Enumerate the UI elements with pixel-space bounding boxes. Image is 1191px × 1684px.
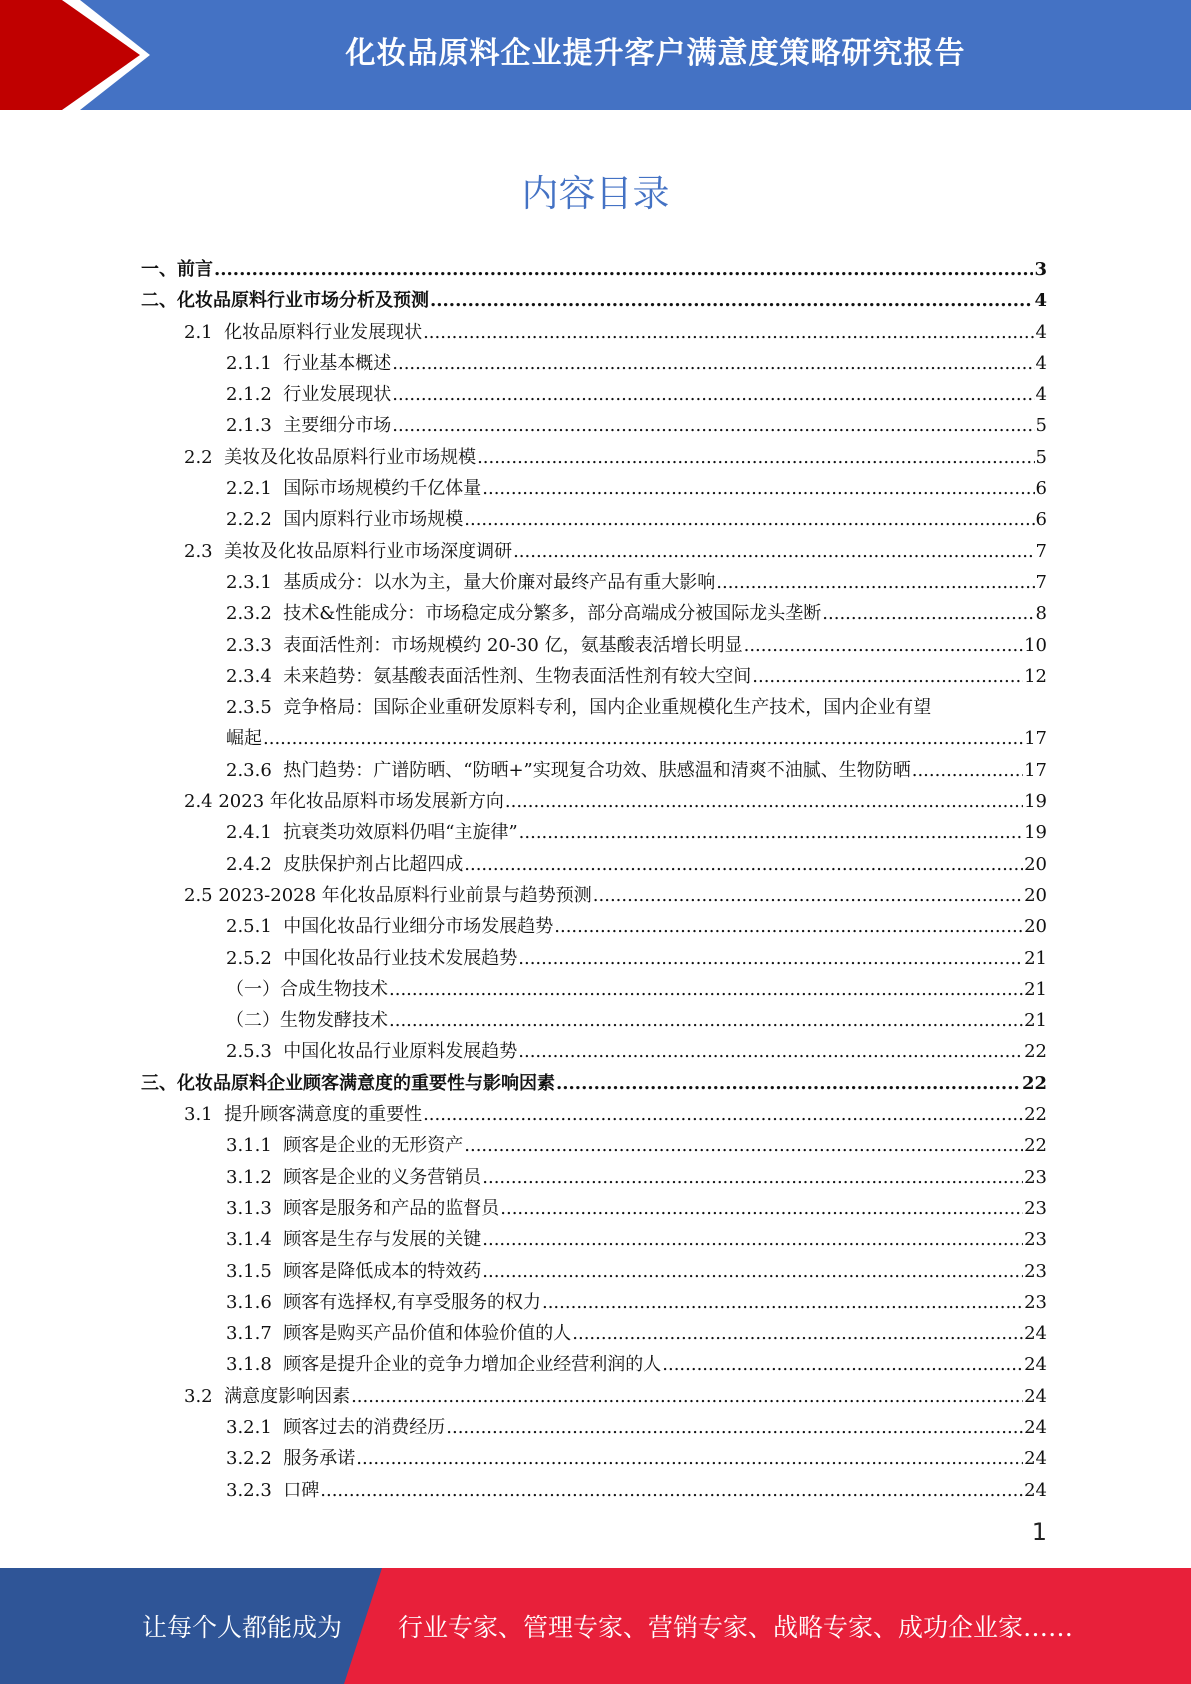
toc-entry-number: 2.2 [184, 446, 225, 468]
toc-entry-label: 皮肤保护剂占比超四成 [283, 853, 464, 875]
toc-entry[interactable] [141, 1130, 1047, 1161]
toc-entry[interactable] [141, 473, 1047, 504]
toc-entry-page: 4 [1035, 321, 1047, 343]
toc-dot-leader [572, 1318, 1023, 1349]
toc-entry-number: 3.1.5 [226, 1260, 284, 1282]
toc-entry-page: 24 [1024, 1354, 1047, 1376]
toc-dot-leader [477, 442, 1034, 473]
toc-entry-label: 行业发展现状 [283, 384, 392, 406]
toc-entry-label: 抗衰类功效原料仍唱“主旋律” [283, 822, 518, 844]
toc-entry-label: 美妆及化妆品原料行业市场规模 [224, 446, 477, 468]
toc-entry[interactable] [141, 692, 1047, 723]
toc-entry-page: 23 [1024, 1260, 1047, 1282]
footer-slogan-left: 让每个人都能成为 [142, 1613, 343, 1642]
toc-entry[interactable] [141, 1318, 1047, 1349]
toc-entry-page: 19 [1024, 822, 1047, 844]
toc-entry-label: 中国化妆品行业细分市场发展趋势 [283, 916, 554, 938]
toc-entry[interactable] [141, 1443, 1047, 1474]
report-footer [0, 1568, 1191, 1684]
toc-entry[interactable] [141, 1412, 1047, 1443]
toc-entry-number: 3.1.8 [226, 1354, 284, 1376]
toc-entry[interactable] [141, 504, 1047, 535]
toc-entry-page: 21 [1024, 978, 1047, 1000]
toc-entry-page: 4 [1034, 290, 1047, 312]
toc-entry-label: 顾客是企业的无形资产 [283, 1135, 464, 1157]
toc-entry[interactable] [141, 1162, 1047, 1193]
toc-entry-number: 2.2.1 [226, 478, 284, 500]
toc-entry[interactable] [141, 849, 1047, 880]
toc-entry-page: 6 [1035, 509, 1047, 531]
toc-entry[interactable] [141, 1349, 1047, 1380]
toc-dot-leader [389, 1005, 1023, 1036]
toc-entry-page: 24 [1024, 1416, 1047, 1438]
toc-dot-leader [482, 1256, 1023, 1287]
toc-dot-leader [752, 661, 1023, 692]
toc-entry[interactable] [141, 536, 1047, 567]
toc-entry-number: 3.2.1 [226, 1416, 284, 1438]
toc-entry-page: 17 [1024, 759, 1047, 781]
toc-entry[interactable] [141, 317, 1047, 348]
toc-dot-leader [464, 1130, 1023, 1161]
toc-entry-page: 22 [1021, 1072, 1047, 1094]
toc-entry-page: 20 [1024, 916, 1047, 938]
toc-dot-leader [446, 1412, 1023, 1443]
toc-dot-leader [263, 723, 1023, 754]
toc-dot-leader [430, 285, 1033, 316]
toc-entry-label: 热门趋势：广谱防晒、“防晒+”实现复合功效、肤感温和清爽不油腻、生物防晒 [283, 759, 911, 781]
toc-entry-number: 3.1.7 [226, 1323, 284, 1345]
toc-entry[interactable] [141, 410, 1047, 441]
report-header [0, 0, 1191, 110]
toc-dot-leader [392, 348, 1034, 379]
toc-entry[interactable] [141, 974, 1047, 1005]
toc-entry-page: 3 [1034, 259, 1047, 280]
toc-entry-number: 3.1 [184, 1104, 225, 1126]
toc-entry-page: 23 [1024, 1291, 1047, 1313]
toc-entry[interactable] [141, 254, 1047, 285]
toc-entry-label: 满意度影响因素 [224, 1385, 351, 1407]
toc-entry-number: 2.4.1 [226, 822, 284, 844]
toc-entry-number: 三、 [141, 1072, 177, 1094]
toc-entry-number: 2.3.2 [226, 603, 284, 625]
toc-entry-label: 技术&性能成分：市场稳定成分繁多，部分高端成分被国际龙头垄断 [283, 603, 822, 625]
toc-entry-number: 二、 [141, 290, 177, 312]
toc-entry-number: 2.4 [184, 791, 219, 813]
toc-dot-leader [500, 1193, 1023, 1224]
toc-dot-leader [662, 1349, 1023, 1380]
toc-entry-label: 化妆品原料行业市场分析及预测 [177, 290, 429, 312]
toc-entry-number: 2.2.2 [226, 509, 284, 531]
toc-entry-number: 2.1 [184, 321, 225, 343]
toc-entry-number: 3.1.1 [226, 1135, 284, 1157]
toc-entry-page: 6 [1035, 478, 1047, 500]
toc-dot-leader [519, 817, 1023, 848]
toc-entry-label: 提升顾客满意度的重要性 [224, 1104, 423, 1126]
toc-entry-label: 口碑 [283, 1479, 320, 1501]
toc-entry-label: 未来趋势：氨基酸表面活性剂、生物表面活性剂有较大空间 [283, 665, 752, 687]
toc-entry-number: 3.2 [184, 1385, 225, 1407]
toc-entry-label: 顾客过去的消费经历 [283, 1416, 446, 1438]
toc-entry-page: 17 [1024, 728, 1047, 750]
toc-dot-leader [392, 410, 1034, 441]
toc-entry[interactable] [141, 661, 1047, 692]
toc-entry-page: 7 [1035, 571, 1047, 593]
toc-entry-page: 22 [1024, 1104, 1047, 1126]
toc-entry-page: 10 [1024, 634, 1047, 656]
toc-entry[interactable] [141, 1287, 1047, 1318]
toc-dot-leader [214, 254, 1033, 285]
toc-entry-page: 12 [1024, 665, 1047, 687]
toc-entry-number: 2.5.1 [226, 916, 284, 938]
toc-entry[interactable] [141, 598, 1047, 629]
toc-entry[interactable] [141, 1193, 1047, 1224]
toc-entry-page: 24 [1024, 1323, 1047, 1345]
toc-entry-continuation[interactable] [141, 723, 1047, 754]
toc-entry-label: 顾客是购买产品价值和体验价值的人 [283, 1323, 572, 1345]
page-number: 1 [1031, 1518, 1047, 1546]
toc-entry-number: 2.1.3 [226, 415, 284, 437]
toc-entry-label: 2023 年化妆品原料市场发展新方向 [218, 791, 504, 813]
toc-entry[interactable] [141, 285, 1047, 316]
toc-entry-page: 4 [1035, 384, 1047, 406]
toc-entry-label: 化妆品原料行业发展现状 [224, 321, 423, 343]
toc-entry-page: 5 [1035, 415, 1047, 437]
toc-entry-label: 中国化妆品行业技术发展趋势 [283, 947, 518, 969]
toc-entry-page: 4 [1035, 352, 1047, 374]
toc-entry-label: 顾客是提升企业的竞争力增加企业经营利润的人 [283, 1354, 662, 1376]
toc-entry-page: 24 [1024, 1448, 1047, 1470]
toc-dot-leader [822, 598, 1034, 629]
toc-entry-label: 国际市场规模约千亿体量 [283, 478, 482, 500]
toc-entry-page: 23 [1024, 1166, 1047, 1188]
toc-entry-label: 行业基本概述 [283, 352, 392, 374]
toc-entry[interactable] [141, 442, 1047, 473]
toc-entry-number: 一、 [141, 259, 177, 280]
toc-dot-leader [464, 504, 1034, 535]
toc-dot-leader [423, 317, 1034, 348]
toc-dot-leader [518, 1036, 1023, 1067]
toc-entry[interactable] [141, 1256, 1047, 1287]
toc-entry-number: 2.1.1 [226, 352, 284, 374]
toc-dot-leader [554, 911, 1023, 942]
toc-entry-number: 3.2.3 [226, 1479, 284, 1501]
footer-slogan-right: 行业专家、管理专家、营销专家、战略专家、成功企业家…… [398, 1613, 1074, 1642]
toc-dot-leader [556, 1068, 1021, 1099]
toc-entry[interactable] [141, 880, 1047, 911]
toc-dot-leader [356, 1443, 1023, 1474]
toc-title: 内容目录 [521, 172, 670, 215]
toc-dot-leader [423, 1099, 1023, 1130]
toc-entry[interactable] [141, 911, 1047, 942]
toc-entry-page: 8 [1035, 603, 1047, 625]
toc-entry-page: 20 [1024, 853, 1047, 875]
toc-entry-number: 2.5 [184, 884, 219, 906]
toc-entry[interactable] [141, 943, 1047, 974]
toc-entry[interactable] [141, 1036, 1047, 1067]
toc-entry[interactable] [141, 1475, 1047, 1506]
toc-entry-page: 24 [1024, 1479, 1047, 1501]
toc-entry[interactable] [141, 1005, 1047, 1036]
toc-dot-leader [482, 1224, 1023, 1255]
toc-entry-label: 化妆品原料企业顾客满意度的重要性与影响因素 [177, 1072, 555, 1094]
toc-entry-number: 3.1.3 [226, 1197, 284, 1219]
toc-entry-number: 2.3.4 [226, 665, 284, 687]
toc-entry[interactable] [141, 1224, 1047, 1255]
toc-dot-leader [392, 379, 1034, 410]
toc-entry-label: 服务承诺 [283, 1448, 356, 1470]
toc-entry[interactable] [141, 786, 1047, 817]
toc-entry[interactable] [141, 379, 1047, 410]
toc-entry[interactable] [141, 755, 1047, 786]
toc-entry-number: 2.3.5 [226, 697, 284, 719]
toc-entry-number: 2.3.6 [226, 759, 284, 781]
toc-dot-leader [482, 1162, 1023, 1193]
toc-entry-label: 顾客是服务和产品的监督员 [283, 1197, 500, 1219]
toc-entry-label: 顾客是降低成本的特效药 [283, 1260, 482, 1282]
toc-entry-page: 23 [1024, 1197, 1047, 1219]
toc-entry-label: 基质成分：以水为主，量大价廉对最终产品有重大影响 [283, 571, 716, 593]
toc-entry-page: 24 [1024, 1385, 1047, 1407]
toc-entry-label: 顾客是企业的义务营销员 [283, 1166, 482, 1188]
toc-dot-leader [912, 755, 1023, 786]
toc-entry-label: 顾客是生存与发展的关键 [283, 1229, 482, 1251]
toc-entry-page: 23 [1024, 1229, 1047, 1251]
toc-entry-number: 2.3.1 [226, 571, 284, 593]
toc-entry-number: 2.4.2 [226, 853, 284, 875]
toc-entry-label: （二）生物发酵技术 [226, 1010, 388, 1032]
toc-entry-page: 7 [1035, 540, 1047, 562]
toc-entry[interactable] [141, 1381, 1047, 1412]
toc-dot-leader [513, 536, 1034, 567]
toc-entry-label: 竞争格局：国际企业重研发原料专利，国内企业重规模化生产技术，国内企业有望 [283, 697, 932, 719]
toc-dot-leader [389, 974, 1023, 1005]
toc-entry[interactable] [141, 1099, 1047, 1130]
toc-entry-number: 3.1.2 [226, 1166, 284, 1188]
toc-entry[interactable] [141, 567, 1047, 598]
toc-dot-leader [464, 849, 1023, 880]
toc-dot-leader [482, 473, 1034, 504]
toc-entry-page: 21 [1024, 1010, 1047, 1032]
table-of-contents [141, 254, 1047, 1506]
toc-entry-number: 2.5.3 [226, 1041, 284, 1063]
toc-entry-page: 5 [1035, 446, 1047, 468]
toc-dot-leader [351, 1381, 1023, 1412]
toc-entry-label: 顾客有选择权,有享受服务的权力 [283, 1291, 541, 1313]
toc-entry-label: 美妆及化妆品原料行业市场深度调研 [224, 540, 513, 562]
toc-entry-number: 2.3 [184, 540, 225, 562]
report-title: 化妆品原料企业提升客户满意度策略研究报告 [345, 36, 966, 71]
toc-entry-page: 22 [1024, 1135, 1047, 1157]
toc-entry-number: 2.1.2 [226, 384, 284, 406]
toc-entry-number: 2.3.3 [226, 634, 284, 656]
toc-entry-label: 前言 [177, 259, 213, 280]
toc-entry[interactable] [141, 1068, 1047, 1099]
toc-entry[interactable] [141, 348, 1047, 379]
toc-entry[interactable] [141, 817, 1047, 848]
toc-dot-leader [744, 630, 1024, 661]
toc-dot-leader [518, 943, 1023, 974]
toc-entry[interactable] [141, 630, 1047, 661]
toc-entry-number: 3.1.4 [226, 1229, 284, 1251]
toc-dot-leader [505, 786, 1023, 817]
toc-dot-leader [542, 1287, 1023, 1318]
toc-entry-page: 20 [1024, 884, 1047, 906]
toc-entry-number: 3.2.2 [226, 1448, 284, 1470]
toc-dot-leader [593, 880, 1023, 911]
toc-entry-label: 表面活性剂：市场规模约 20-30 亿，氨基酸表活增长明显 [283, 634, 743, 656]
toc-entry-number: 3.1.6 [226, 1291, 284, 1313]
toc-entry-label: 中国化妆品行业原料发展趋势 [283, 1041, 518, 1063]
toc-entry-label: 主要细分市场 [283, 415, 392, 437]
toc-dot-leader [716, 567, 1034, 598]
toc-entry-label: 2023-2028 年化妆品原料行业前景与趋势预测 [218, 884, 592, 906]
toc-entry-page: 22 [1024, 1041, 1047, 1063]
toc-entry-label: （一）合成生物技术 [226, 978, 388, 1000]
toc-entry-label-continuation: 崛起 [226, 728, 262, 750]
toc-dot-leader [320, 1475, 1023, 1506]
toc-entry-number: 2.5.2 [226, 947, 284, 969]
toc-entry-label: 国内原料行业市场规模 [283, 509, 464, 531]
toc-entry-page: 21 [1024, 947, 1047, 969]
toc-entry-page: 19 [1024, 791, 1047, 813]
